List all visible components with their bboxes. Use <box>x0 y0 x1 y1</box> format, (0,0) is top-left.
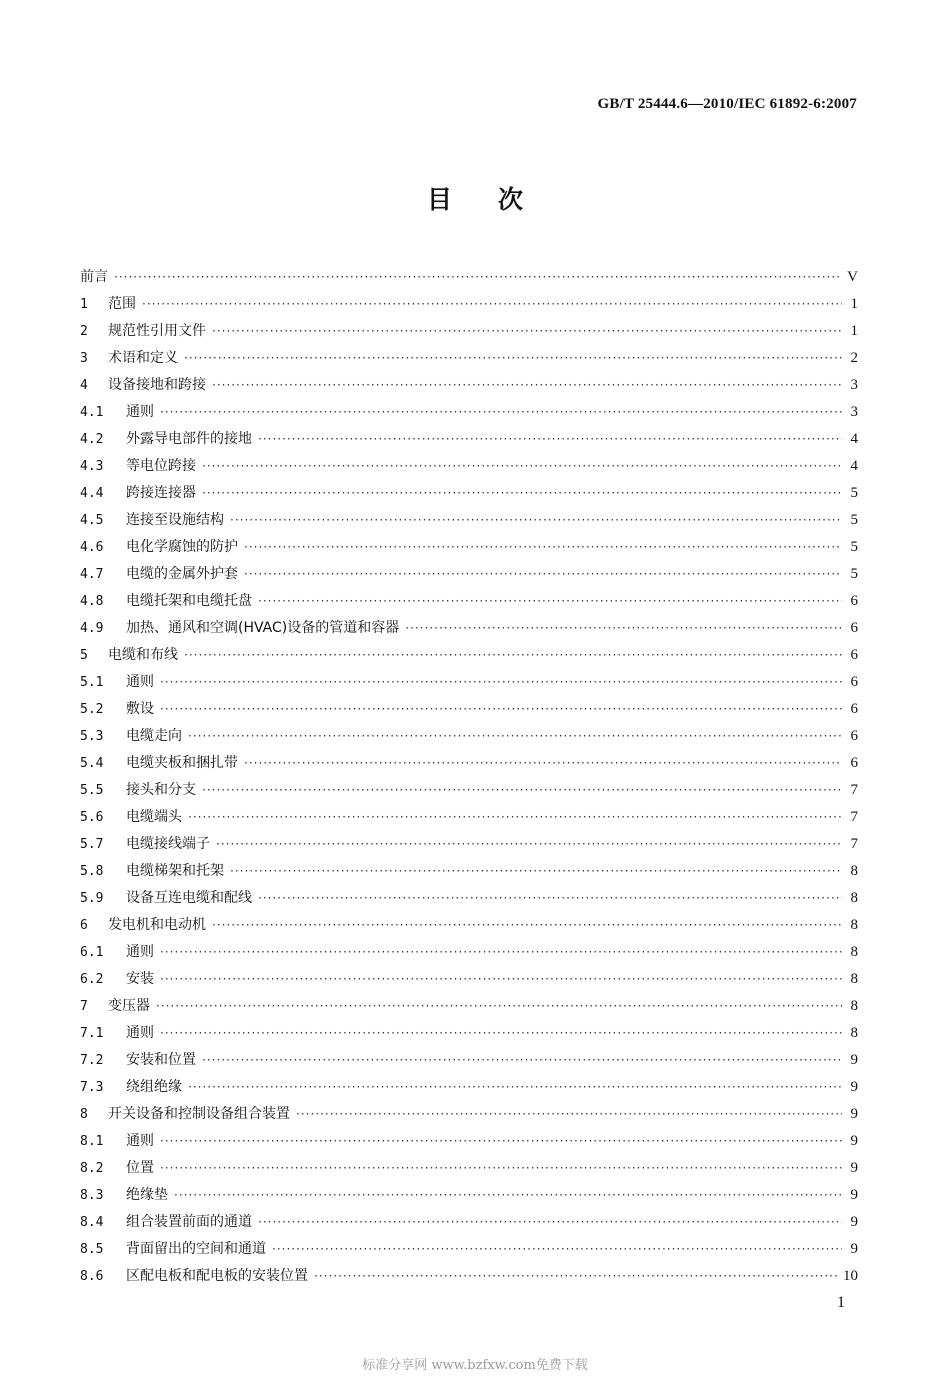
toc-entry[interactable] <box>80 939 858 966</box>
toc-entry-label: 敷设 <box>126 701 154 717</box>
toc-entry-number: 2 <box>80 324 88 339</box>
toc-entry-number: 8.5 <box>80 1242 104 1257</box>
toc-leader-dots <box>272 1236 842 1263</box>
toc-entry[interactable] <box>80 318 858 345</box>
toc-entry-number: 4 <box>80 378 88 393</box>
toc-entry-page: 6 <box>850 674 858 690</box>
toc-entry-number: 8.6 <box>80 1269 104 1284</box>
toc-entry-label: 电缆托架和电缆托盘 <box>126 593 252 609</box>
toc-entry-number: 3 <box>80 351 88 366</box>
toc-leader-dots <box>156 993 842 1020</box>
toc-entry[interactable] <box>80 723 858 750</box>
toc-entry-page: 8 <box>850 998 858 1014</box>
toc-entry-page: 8 <box>850 1025 858 1041</box>
toc-entry-label: 术语和定义 <box>108 350 178 366</box>
toc-entry-number: 5.6 <box>80 810 104 825</box>
toc-leader-dots <box>230 858 842 885</box>
toc-entry-number: 4.2 <box>80 432 104 447</box>
toc-entry-label: 变压器 <box>108 998 150 1014</box>
toc-leader-dots <box>188 723 842 750</box>
toc-entry-number: 4.8 <box>80 594 104 609</box>
toc-entry-label: 通则 <box>126 1025 154 1041</box>
toc-entry-number: 5.8 <box>80 864 104 879</box>
toc-entry-label: 前言 <box>80 269 108 285</box>
toc-entry-label: 组合装置前面的通道 <box>126 1214 252 1230</box>
toc-leader-dots <box>212 318 842 345</box>
toc-leader-dots <box>188 804 842 831</box>
toc-leader-dots <box>174 1182 842 1209</box>
toc-leader-dots <box>188 1074 842 1101</box>
toc-entry-label: 设备接地和跨接 <box>108 377 206 393</box>
toc-entry-page: 1 <box>850 296 858 312</box>
toc-entry[interactable] <box>80 1263 858 1290</box>
toc-entry-number: 4.6 <box>80 540 104 555</box>
toc-entry-page: 7 <box>850 782 858 798</box>
toc-leader-dots <box>160 939 842 966</box>
toc-entry[interactable] <box>80 480 858 507</box>
toc-entry-label: 安装和位置 <box>126 1052 196 1068</box>
toc-entry-page: 7 <box>850 836 858 852</box>
toc-leader-dots <box>160 696 842 723</box>
toc-entry-number: 8.4 <box>80 1215 104 1230</box>
toc-entry-number: 1 <box>80 297 88 312</box>
toc-entry-number: 5.1 <box>80 675 104 690</box>
toc-entry-number: 7 <box>80 999 88 1014</box>
toc-entry-number: 4.5 <box>80 513 104 528</box>
toc-entry-label: 电缆端头 <box>126 809 182 825</box>
toc-entry-number: 4.7 <box>80 567 104 582</box>
toc-entry-number: 5.9 <box>80 891 104 906</box>
toc-entry-label: 电缆接线端子 <box>126 836 210 852</box>
toc-leader-dots <box>160 966 842 993</box>
toc-entry-page: 7 <box>850 809 858 825</box>
toc-entry[interactable] <box>80 507 858 534</box>
toc-entry-label: 通则 <box>126 674 154 690</box>
toc-entry-number: 5.7 <box>80 837 104 852</box>
toc-leader-dots <box>230 507 842 534</box>
toc-entry-page: 5 <box>850 566 858 582</box>
toc-entry-label: 通则 <box>126 944 154 960</box>
toc-entry-label: 绕组绝缘 <box>126 1079 182 1095</box>
standard-code: GB/T 25444.6—2010/IEC 61892-6:2007 <box>597 96 857 112</box>
toc-entry[interactable] <box>80 669 858 696</box>
toc-entry-label: 绝缘垫 <box>126 1187 168 1203</box>
toc-entry-page: 8 <box>850 944 858 960</box>
toc-leader-dots <box>244 561 842 588</box>
toc-leader-dots <box>160 669 842 696</box>
toc-entry-page: 8 <box>850 971 858 987</box>
toc-leader-dots <box>202 1047 842 1074</box>
toc-entry-page: 5 <box>850 539 858 555</box>
toc-entry[interactable] <box>80 804 858 831</box>
toc-entry[interactable] <box>80 1182 858 1209</box>
toc-entry-page: 9 <box>850 1133 858 1149</box>
toc-leader-dots <box>405 615 842 642</box>
toc-entry-number: 5 <box>80 648 88 663</box>
toc-entry-number: 5.5 <box>80 783 104 798</box>
toc-leader-dots <box>202 777 842 804</box>
toc-leader-dots <box>244 534 842 561</box>
toc-entry-page: 4 <box>850 458 858 474</box>
toc-leader-dots <box>258 426 842 453</box>
toc-entry-page: 9 <box>850 1052 858 1068</box>
watermark-footer: 标准分享网 www.bzfxw.com免费下载 <box>362 1358 588 1373</box>
toc-entry[interactable] <box>80 1128 858 1155</box>
toc-entry-number: 7.1 <box>80 1026 104 1041</box>
toc-entry[interactable] <box>80 615 858 642</box>
toc-entry-page: 6 <box>850 620 858 636</box>
toc-entry[interactable] <box>80 642 858 669</box>
toc-leader-dots <box>314 1263 837 1290</box>
toc-entry-page: 10 <box>843 1268 858 1284</box>
toc-entry-number: 5.3 <box>80 729 104 744</box>
toc-entry-number: 6.2 <box>80 972 104 987</box>
toc-entry-page: 3 <box>850 377 858 393</box>
toc-entry-label: 电化学腐蚀的防护 <box>126 539 238 555</box>
toc-entry[interactable] <box>80 426 858 453</box>
toc-entry[interactable] <box>80 291 858 318</box>
toc-entry-number: 7.3 <box>80 1080 104 1095</box>
toc-entry[interactable] <box>80 588 858 615</box>
toc-entry-label: 电缆走向 <box>126 728 182 744</box>
title-char-1: 目 <box>426 185 452 214</box>
toc-entry-page: 4 <box>850 431 858 447</box>
toc-entry[interactable] <box>80 966 858 993</box>
toc-entry-page: 2 <box>850 350 858 366</box>
toc-entry[interactable] <box>80 777 858 804</box>
toc-entry-label: 背面留出的空间和通道 <box>126 1241 266 1257</box>
toc-entry[interactable] <box>80 885 858 912</box>
toc-leader-dots <box>160 1155 842 1182</box>
toc-leader-dots <box>142 291 842 318</box>
toc-entry[interactable] <box>80 750 858 777</box>
toc-entry-label: 电缆夹板和捆扎带 <box>126 755 238 771</box>
toc-entry-label: 等电位跨接 <box>126 458 196 474</box>
toc-entry[interactable] <box>80 534 858 561</box>
toc-leader-dots <box>296 1101 842 1128</box>
toc-entry[interactable] <box>80 1236 858 1263</box>
toc-entry-number: 8.2 <box>80 1161 104 1176</box>
toc-entry[interactable] <box>80 1155 858 1182</box>
toc-entry-number: 5.2 <box>80 702 104 717</box>
toc-entry-label: 安装 <box>126 971 154 987</box>
toc-entry-label: 电缆梯架和托架 <box>126 863 224 879</box>
toc-entry[interactable] <box>80 993 858 1020</box>
toc-entry-label: 开关设备和控制设备组合装置 <box>108 1106 290 1122</box>
toc-entry-page: 9 <box>850 1187 858 1203</box>
toc-entry[interactable] <box>80 858 858 885</box>
toc-entry-number: 6.1 <box>80 945 104 960</box>
toc-entry[interactable] <box>80 1209 858 1236</box>
toc-entry-number: 5.4 <box>80 756 104 771</box>
toc-entry-number: 6 <box>80 918 88 933</box>
toc-leader-dots <box>202 453 842 480</box>
toc-leader-dots <box>244 750 842 777</box>
toc-entry-label: 外露导电部件的接地 <box>126 431 252 447</box>
toc-leader-dots <box>212 372 842 399</box>
toc-entry-page: 1 <box>850 323 858 339</box>
toc-entry[interactable] <box>80 696 858 723</box>
toc-entry-page: 6 <box>850 701 858 717</box>
toc-entry[interactable] <box>80 561 858 588</box>
toc-entry-number: 8.3 <box>80 1188 104 1203</box>
toc-entry-number: 8 <box>80 1107 88 1122</box>
toc-entry-page: 9 <box>850 1241 858 1257</box>
toc-entry-label: 通则 <box>126 404 154 420</box>
toc-entry-page: 3 <box>850 404 858 420</box>
toc-entry-number: 4.1 <box>80 405 104 420</box>
toc-leader-dots <box>212 912 842 939</box>
toc-leader-dots <box>160 399 842 426</box>
toc-entry-page: 6 <box>850 593 858 609</box>
toc-entry-page: 9 <box>850 1214 858 1230</box>
toc-entry-page: 9 <box>850 1079 858 1095</box>
toc-entry[interactable] <box>80 453 858 480</box>
toc-entry-page: 6 <box>850 647 858 663</box>
toc-entry[interactable] <box>80 1074 858 1101</box>
toc-entry-page: 8 <box>850 917 858 933</box>
toc-entry-page: 6 <box>850 728 858 744</box>
toc-entry-label: 发电机和电动机 <box>108 917 206 933</box>
toc-entry-page: 9 <box>850 1106 858 1122</box>
toc-entry-page: 8 <box>850 890 858 906</box>
toc-entry-label: 接头和分支 <box>126 782 196 798</box>
toc-leader-dots <box>202 480 842 507</box>
toc-leader-dots <box>160 1020 842 1047</box>
toc-leader-dots <box>258 588 842 615</box>
toc-entry-page: 9 <box>850 1160 858 1176</box>
toc-entry[interactable] <box>80 399 858 426</box>
toc-entry-page: 6 <box>850 755 858 771</box>
toc-entry[interactable] <box>80 264 858 291</box>
toc-entry-number: 8.1 <box>80 1134 104 1149</box>
toc-entry-label: 规范性引用文件 <box>108 323 206 339</box>
toc-entry-label: 加热、通风和空调(HVAC)设备的管道和容器 <box>126 620 400 636</box>
toc-entry-number: 4.3 <box>80 459 104 474</box>
toc-entry-number: 7.2 <box>80 1053 104 1068</box>
toc-entry-page: V <box>847 269 858 285</box>
toc-entry-label: 区配电板和配电板的安装位置 <box>126 1268 308 1284</box>
toc-entry-number: 4.4 <box>80 486 104 501</box>
table-of-contents <box>80 264 858 1290</box>
toc-entry-page: 8 <box>850 863 858 879</box>
toc-entry-number: 4.9 <box>80 621 104 636</box>
toc-leader-dots <box>184 345 842 372</box>
toc-entry[interactable] <box>80 1020 858 1047</box>
toc-leader-dots <box>258 885 842 912</box>
toc-entry-label: 范围 <box>108 296 136 312</box>
toc-entry-label: 设备互连电缆和配线 <box>126 890 252 906</box>
toc-entry[interactable] <box>80 912 858 939</box>
toc-entry[interactable] <box>80 345 858 372</box>
toc-entry-label: 通则 <box>126 1133 154 1149</box>
toc-entry-page: 5 <box>850 485 858 501</box>
toc-entry[interactable] <box>80 1101 858 1128</box>
toc-leader-dots <box>184 642 842 669</box>
toc-entry[interactable] <box>80 831 858 858</box>
toc-entry-label: 电缆和布线 <box>108 647 178 663</box>
toc-entry-label: 跨接连接器 <box>126 485 196 501</box>
toc-entry-label: 连接至设施结构 <box>126 512 224 528</box>
toc-entry-page: 5 <box>850 512 858 528</box>
toc-leader-dots <box>216 831 842 858</box>
title-char-2: 次 <box>498 185 524 214</box>
page-number: 1 <box>837 1294 845 1311</box>
toc-entry-label: 位置 <box>126 1160 154 1176</box>
toc-entry[interactable] <box>80 372 858 399</box>
toc-entry-label: 电缆的金属外护套 <box>126 566 238 582</box>
toc-entry[interactable] <box>80 1047 858 1074</box>
page-title <box>0 180 950 216</box>
toc-leader-dots <box>114 264 841 291</box>
toc-leader-dots <box>258 1209 842 1236</box>
toc-leader-dots <box>160 1128 842 1155</box>
